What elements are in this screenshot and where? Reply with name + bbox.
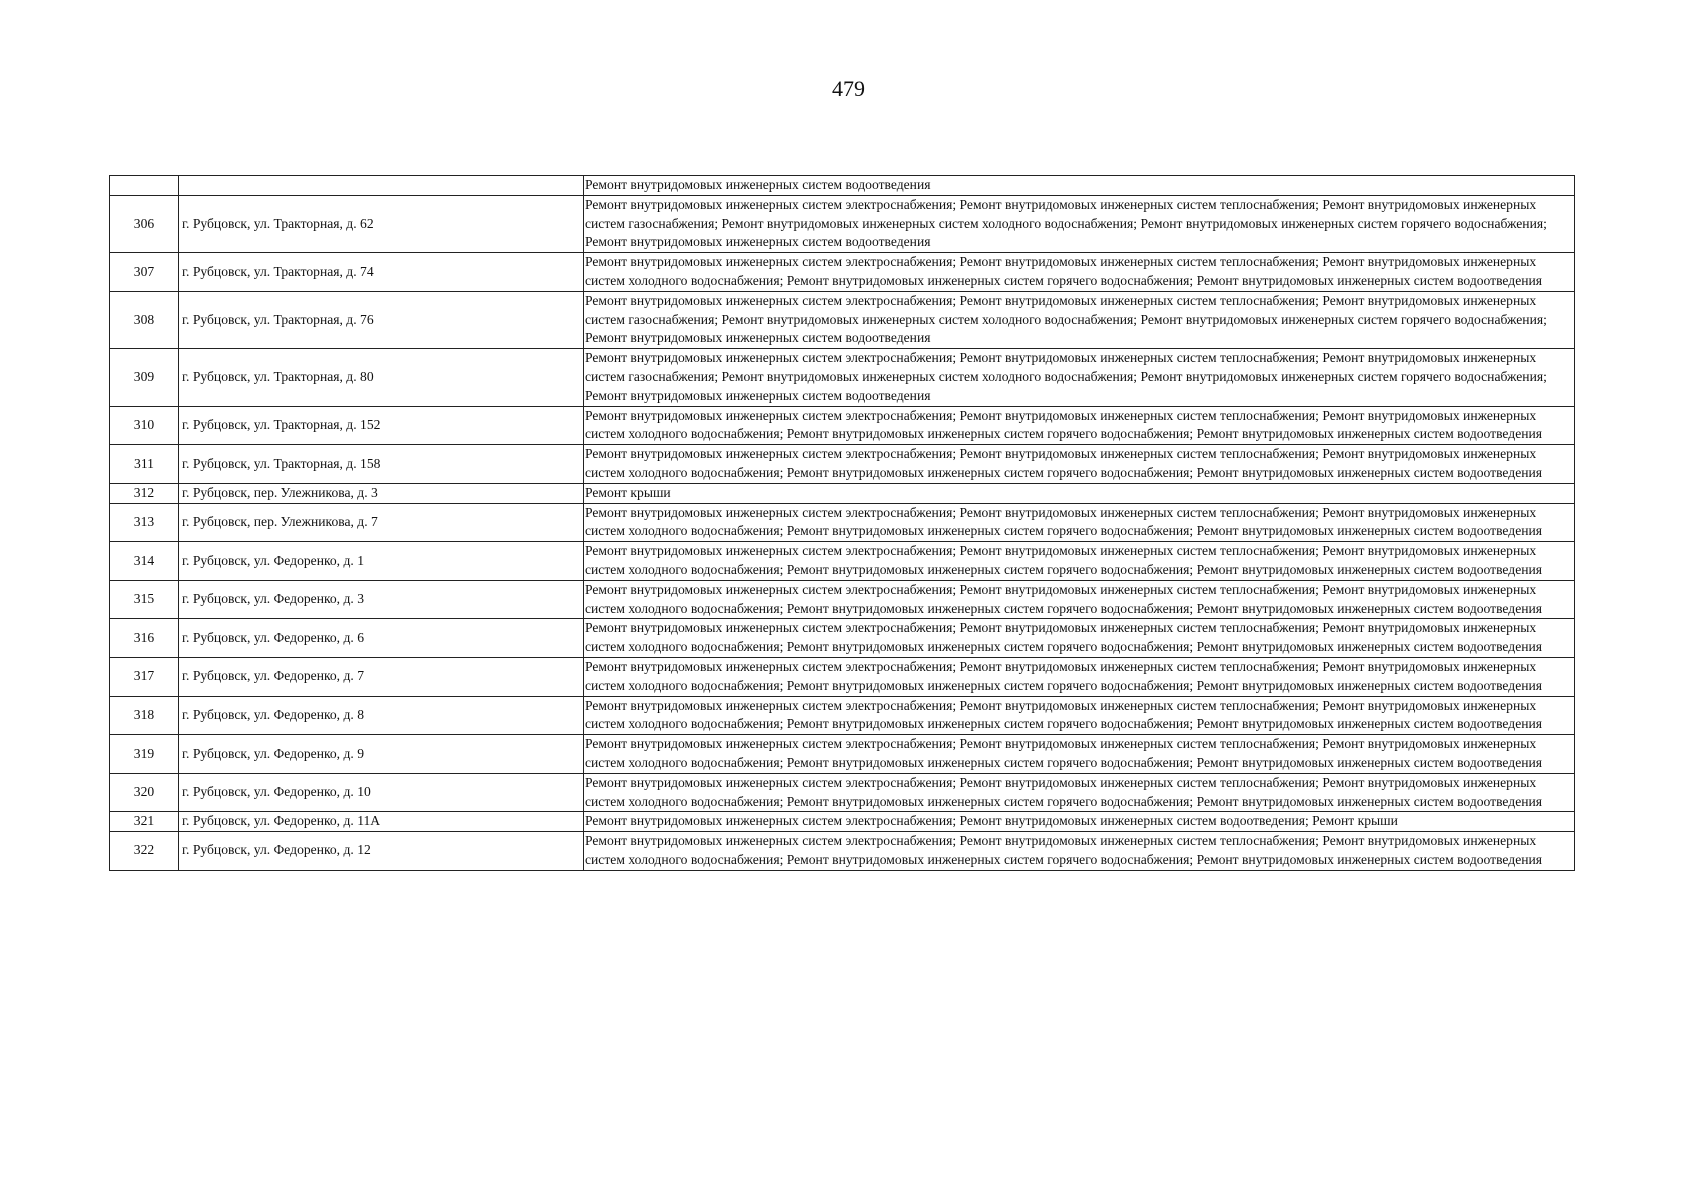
works-cell: Ремонт внутридомовых инженерных систем электроснабжения; Ремонт внутридомовых инженерных систем теплоснабжения; Ремонт внутридомовых инженерных систем холодного водоснабжения; Ремонт внутридомовых инженерных систем горячего водоснабжения; Ремонт внутридомовых инженерных систем водоотведения bbox=[584, 619, 1575, 658]
row-number-cell: 314 bbox=[110, 542, 179, 581]
row-number-cell: 321 bbox=[110, 812, 179, 832]
row-number-cell: 308 bbox=[110, 291, 179, 348]
works-cell: Ремонт внутридомовых инженерных систем электроснабжения; Ремонт внутридомовых инженерных систем теплоснабжения; Ремонт внутридомовых инженерных систем газоснабжения; Ремонт внутридомовых инженерных систем холодного водоснабжения; Ремонт внутридомовых инженерных систем горячего водоснабжения; Ремонт внутридомовых инженерных систем водоотведения bbox=[584, 195, 1575, 252]
address-cell: г. Рубцовск, ул. Федоренко, д. 8 bbox=[179, 696, 584, 735]
row-number-cell bbox=[110, 176, 179, 196]
page-number: 479 bbox=[832, 76, 865, 101]
works-cell: Ремонт внутридомовых инженерных систем водоотведения bbox=[584, 176, 1575, 196]
works-cell: Ремонт внутридомовых инженерных систем электроснабжения; Ремонт внутридомовых инженерных систем теплоснабжения; Ремонт внутридомовых инженерных систем холодного водоснабжения; Ремонт внутридомовых инженерных систем горячего водоснабжения; Ремонт внутридомовых инженерных систем водоотведения bbox=[584, 696, 1575, 735]
works-cell: Ремонт крыши bbox=[584, 483, 1575, 503]
address-cell: г. Рубцовск, пер. Улежникова, д. 3 bbox=[179, 483, 584, 503]
table-row bbox=[110, 176, 1575, 196]
row-number-cell: 316 bbox=[110, 619, 179, 658]
row-number-cell: 315 bbox=[110, 580, 179, 619]
address-cell: г. Рубцовск, ул. Тракторная, д. 74 bbox=[179, 253, 584, 292]
address-cell: г. Рубцовск, ул. Федоренко, д. 7 bbox=[179, 657, 584, 696]
address-cell: г. Рубцовск, ул. Тракторная, д. 80 bbox=[179, 349, 584, 406]
address-cell: г. Рубцовск, ул. Федоренко, д. 1 bbox=[179, 542, 584, 581]
row-number-cell: 310 bbox=[110, 406, 179, 445]
works-cell: Ремонт внутридомовых инженерных систем электроснабжения; Ремонт внутридомовых инженерных систем водоотведения; Ремонт крыши bbox=[584, 812, 1575, 832]
table-row bbox=[110, 406, 1575, 445]
table-row bbox=[110, 773, 1575, 812]
address-cell: г. Рубцовск, ул. Тракторная, д. 62 bbox=[179, 195, 584, 252]
row-number-cell: 317 bbox=[110, 657, 179, 696]
address-cell: г. Рубцовск, ул. Федоренко, д. 3 bbox=[179, 580, 584, 619]
works-cell: Ремонт внутридомовых инженерных систем электроснабжения; Ремонт внутридомовых инженерных систем теплоснабжения; Ремонт внутридомовых инженерных систем холодного водоснабжения; Ремонт внутридомовых инженерных систем горячего водоснабжения; Ремонт внутридомовых инженерных систем водоотведения bbox=[584, 832, 1575, 871]
table-row bbox=[110, 503, 1575, 542]
repair-works-table bbox=[109, 175, 1575, 871]
table-row bbox=[110, 542, 1575, 581]
works-cell: Ремонт внутридомовых инженерных систем электроснабжения; Ремонт внутридомовых инженерных систем теплоснабжения; Ремонт внутридомовых инженерных систем холодного водоснабжения; Ремонт внутридомовых инженерных систем горячего водоснабжения; Ремонт внутридомовых инженерных систем водоотведения bbox=[584, 445, 1575, 484]
works-cell: Ремонт внутридомовых инженерных систем электроснабжения; Ремонт внутридомовых инженерных систем теплоснабжения; Ремонт внутридомовых инженерных систем холодного водоснабжения; Ремонт внутридомовых инженерных систем горячего водоснабжения; Ремонт внутридомовых инженерных систем водоотведения bbox=[584, 735, 1575, 774]
address-cell bbox=[179, 176, 584, 196]
works-cell: Ремонт внутридомовых инженерных систем электроснабжения; Ремонт внутридомовых инженерных систем теплоснабжения; Ремонт внутридомовых инженерных систем холодного водоснабжения; Ремонт внутридомовых инженерных систем горячего водоснабжения; Ремонт внутридомовых инженерных систем водоотведения bbox=[584, 580, 1575, 619]
table-row bbox=[110, 657, 1575, 696]
table-row bbox=[110, 580, 1575, 619]
table-row bbox=[110, 812, 1575, 832]
row-number-cell: 320 bbox=[110, 773, 179, 812]
address-cell: г. Рубцовск, ул. Тракторная, д. 158 bbox=[179, 445, 584, 484]
address-cell: г. Рубцовск, ул. Федоренко, д. 12 bbox=[179, 832, 584, 871]
table-body bbox=[110, 176, 1575, 871]
row-number-cell: 322 bbox=[110, 832, 179, 871]
row-number-cell: 307 bbox=[110, 253, 179, 292]
table-row bbox=[110, 253, 1575, 292]
row-number-cell: 312 bbox=[110, 483, 179, 503]
table-row bbox=[110, 832, 1575, 871]
row-number-cell: 319 bbox=[110, 735, 179, 774]
address-cell: г. Рубцовск, ул. Тракторная, д. 76 bbox=[179, 291, 584, 348]
address-cell: г. Рубцовск, ул. Федоренко, д. 10 bbox=[179, 773, 584, 812]
row-number-cell: 318 bbox=[110, 696, 179, 735]
row-number-cell: 313 bbox=[110, 503, 179, 542]
works-cell: Ремонт внутридомовых инженерных систем электроснабжения; Ремонт внутридомовых инженерных систем теплоснабжения; Ремонт внутридомовых инженерных систем газоснабжения; Ремонт внутридомовых инженерных систем холодного водоснабжения; Ремонт внутридомовых инженерных систем горячего водоснабжения; Ремонт внутридомовых инженерных систем водоотведения bbox=[584, 291, 1575, 348]
works-cell: Ремонт внутридомовых инженерных систем электроснабжения; Ремонт внутридомовых инженерных систем теплоснабжения; Ремонт внутридомовых инженерных систем холодного водоснабжения; Ремонт внутридомовых инженерных систем горячего водоснабжения; Ремонт внутридомовых инженерных систем водоотведения bbox=[584, 253, 1575, 292]
table-row bbox=[110, 735, 1575, 774]
address-cell: г. Рубцовск, ул. Тракторная, д. 152 bbox=[179, 406, 584, 445]
table-row bbox=[110, 291, 1575, 348]
table-row bbox=[110, 696, 1575, 735]
row-number-cell: 309 bbox=[110, 349, 179, 406]
works-cell: Ремонт внутридомовых инженерных систем электроснабжения; Ремонт внутридомовых инженерных систем теплоснабжения; Ремонт внутридомовых инженерных систем холодного водоснабжения; Ремонт внутридомовых инженерных систем горячего водоснабжения; Ремонт внутридомовых инженерных систем водоотведения bbox=[584, 542, 1575, 581]
address-cell: г. Рубцовск, ул. Федоренко, д. 11А bbox=[179, 812, 584, 832]
works-cell: Ремонт внутридомовых инженерных систем электроснабжения; Ремонт внутридомовых инженерных систем теплоснабжения; Ремонт внутридомовых инженерных систем холодного водоснабжения; Ремонт внутридомовых инженерных систем горячего водоснабжения; Ремонт внутридомовых инженерных систем водоотведения bbox=[584, 503, 1575, 542]
address-cell: г. Рубцовск, ул. Федоренко, д. 6 bbox=[179, 619, 584, 658]
table-row bbox=[110, 195, 1575, 252]
works-cell: Ремонт внутридомовых инженерных систем электроснабжения; Ремонт внутридомовых инженерных систем теплоснабжения; Ремонт внутридомовых инженерных систем холодного водоснабжения; Ремонт внутридомовых инженерных систем горячего водоснабжения; Ремонт внутридомовых инженерных систем водоотведения bbox=[584, 657, 1575, 696]
works-cell: Ремонт внутридомовых инженерных систем электроснабжения; Ремонт внутридомовых инженерных систем теплоснабжения; Ремонт внутридомовых инженерных систем газоснабжения; Ремонт внутридомовых инженерных систем холодного водоснабжения; Ремонт внутридомовых инженерных систем горячего водоснабжения; Ремонт внутридомовых инженерных систем водоотведения bbox=[584, 349, 1575, 406]
works-cell: Ремонт внутридомовых инженерных систем электроснабжения; Ремонт внутридомовых инженерных систем теплоснабжения; Ремонт внутридомовых инженерных систем холодного водоснабжения; Ремонт внутридомовых инженерных систем горячего водоснабжения; Ремонт внутридомовых инженерных систем водоотведения bbox=[584, 406, 1575, 445]
row-number-cell: 306 bbox=[110, 195, 179, 252]
table-row bbox=[110, 349, 1575, 406]
address-cell: г. Рубцовск, ул. Федоренко, д. 9 bbox=[179, 735, 584, 774]
table-row bbox=[110, 619, 1575, 658]
table-row bbox=[110, 483, 1575, 503]
works-cell: Ремонт внутридомовых инженерных систем электроснабжения; Ремонт внутридомовых инженерных систем теплоснабжения; Ремонт внутридомовых инженерных систем холодного водоснабжения; Ремонт внутридомовых инженерных систем горячего водоснабжения; Ремонт внутридомовых инженерных систем водоотведения bbox=[584, 773, 1575, 812]
address-cell: г. Рубцовск, пер. Улежникова, д. 7 bbox=[179, 503, 584, 542]
row-number-cell: 311 bbox=[110, 445, 179, 484]
table-row bbox=[110, 445, 1575, 484]
